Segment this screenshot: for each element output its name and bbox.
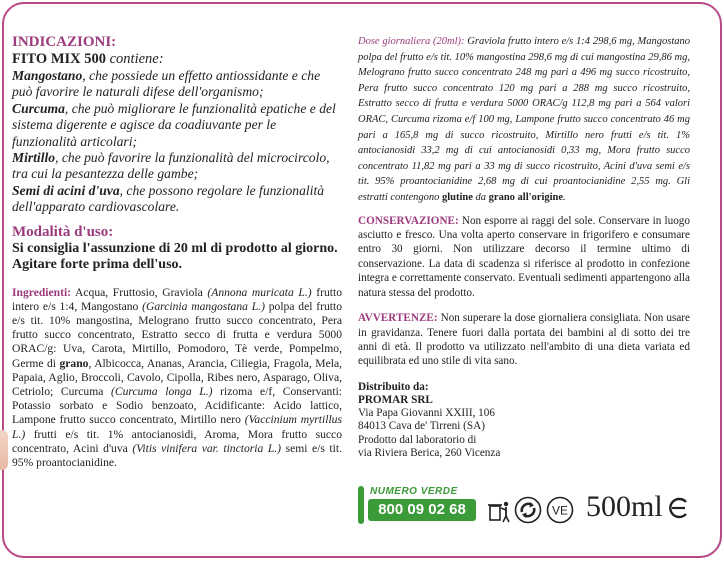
product-name: FITO MIX 500 <box>12 51 106 67</box>
ve-mark-text: VE <box>551 503 569 518</box>
phone-handle-icon <box>358 486 364 524</box>
right-column <box>358 34 690 460</box>
conservazione-text: CONSERVAZIONE: Non esporre ai raggi del sole. Conservare in luogo asciutto e fresco. Una volta aperto conservare in frigorifero e consumare entro 30 giorni. Non utilizzare decorso il termine ultimo di conservazione. La data di scadenza si riferisce al prodotto in confezione integra e correttamente conservato. Eventuali sedimenti appartengono alla natura stessa del prodotto. <box>358 214 690 299</box>
indicazioni-list <box>12 68 342 216</box>
recycle-icon <box>514 496 542 524</box>
indicazioni-title: INDICAZIONI: <box>12 34 117 50</box>
estimated-e-icon <box>668 496 690 520</box>
numero-verde-number: 800 09 02 68 <box>368 499 476 521</box>
volume-text: 500ml <box>586 490 663 523</box>
avvertenze-text: AVVERTENZE: Non superare la dose giornaliera consigliata. Non usare in gravidanza. Tenere fuori dalla portata dei bambini al di sotto dei tre anni di età. Il prodotto va utilizzato nell'ambito di una dieta variata ed equilibrata ed uno stile di vita sano. <box>358 312 690 368</box>
left-column <box>12 34 342 482</box>
ingredienti-label: Ingredienti: <box>12 285 72 299</box>
modalita-title: Modalità d'uso: <box>12 223 114 240</box>
bin-person-icon <box>486 498 512 524</box>
distributor-block <box>358 381 690 460</box>
avvertenze-label: AVVERTENZE: <box>358 312 438 325</box>
lab-line2: via Riviera Berica, 260 Vicenza <box>358 446 501 459</box>
indication-item: Mangostano, che possiede un effetto antiossidante e che può favorire le naturali difese dell'organismo; <box>12 68 321 100</box>
contiene-text: contiene: <box>109 51 164 67</box>
dose-label: Dose giornaliera (20ml): <box>358 36 465 47</box>
indication-item: Semi di acini d'uva, che possono regolare le funzionalità dell'apparato cardiovascolare. <box>12 182 325 215</box>
distributor-name: PROMAR SRL <box>358 393 433 406</box>
ingredienti-text: Ingredienti: Acqua, Fruttosio, Graviola (Annona muricata L.) frutto intero e/s 1:4, Mangostano (Garcinia mangostana L.) polpa del frutto e/s tit. 10% mangostina, Melograno frutto succo concentrato, Pera frutto succo concentrato, Estratto secco di frutta e verdura 5000 ORAC/g: Uva, Carota, Mirtillo, Pomodoro, Tè verde, Pompelmo, Germe di grano, Albicocca, Ananas, Arancia, Ciliegia, Fragola, Mela, Papaia, Aglio, Broccoli, Cavolo, Cipolla, Ribes nero, Asparago, Oliva, Cetriolo; Curcuma (Curcuma longa L.) rizoma e/f, Conservanti: Potassio sorbato e Sodio benzoato, Acidificante: Acido lattico, Lampone frutto succo concentrato, Mirtillo nero (Vaccinium myrtillus L.) frutti e/s tit. 1% antocianosidi, Aroma, Mora frutto succo concentrato, Acini d'uva (Vitis vinifera var. tinctoria L.) semi e/s tit. 95% proantocianidine. <box>12 285 343 470</box>
indication-item: Curcuma, che può migliorare le funzionalità epatiche e del sistema digerente e agisce da coadiuvante per le funzionalità articolari; <box>12 100 336 149</box>
numero-verde-badge <box>358 486 482 524</box>
numero-verde-label: NUMERO VERDE <box>370 486 458 497</box>
ve-mark-icon <box>546 496 574 524</box>
bottom-bar <box>358 478 698 524</box>
conservazione-label: CONSERVAZIONE: <box>358 214 459 227</box>
distributor-address2: 84013 Cava de' Tirreni (SA) <box>358 420 485 433</box>
distributor-title: Distribuito da: <box>358 380 429 393</box>
dose-text: Dose giornaliera (20ml): Graviola frutto intero e/s 1:4 298,6 mg, Mangostano polpa del frutto e/s tit. 10% mangostina 298,6 mg di cui mangostina 29,86 mg, Melograno frutto succo concentrato 248 mg pari a 496 mg succo ricostruito, Pera frutto succo concentrato 120 mg pari a 288 mg succo ricostruito, Estratto secco di frutta e verdura 5000 ORAC/g 112,8 mg pari a 564 valori ORAC, Curcuma rizoma e/f 100 mg, Lampone frutto succo concentrato 46 mg pari a 165,8 mg di succo ricostruito, Mirtillo nero frutti e/s tit. 1% antocianosidi 33,2 mg di cui antocianosidi 0,33 mg, Mora frutto succo concentrato 11,82 mg pari a 33 mg di succo ricostruito, Acini d'uva semi e/s tit. 95% proantocianidine 2,68 mg di cui proantocianidine 2,55 mg. Gli estratti contengono glutine da grano all'origine. <box>358 36 691 203</box>
modalita-text: Si consiglia l'assunzione di 20 ml di prodotto al giorno. Agitare forte prima dell'uso. <box>12 240 338 273</box>
distributor-address1: Via Papa Giovanni XXIII, 106 <box>358 407 495 420</box>
lab-line1: Prodotto dal laboratorio di <box>358 433 477 446</box>
indication-item: Mirtillo, che può favorire la funzionalità del microcircolo, tra cui la pesantezza delle gambe; <box>12 150 330 182</box>
product-line <box>12 51 342 68</box>
decorative-stripe <box>0 430 8 470</box>
